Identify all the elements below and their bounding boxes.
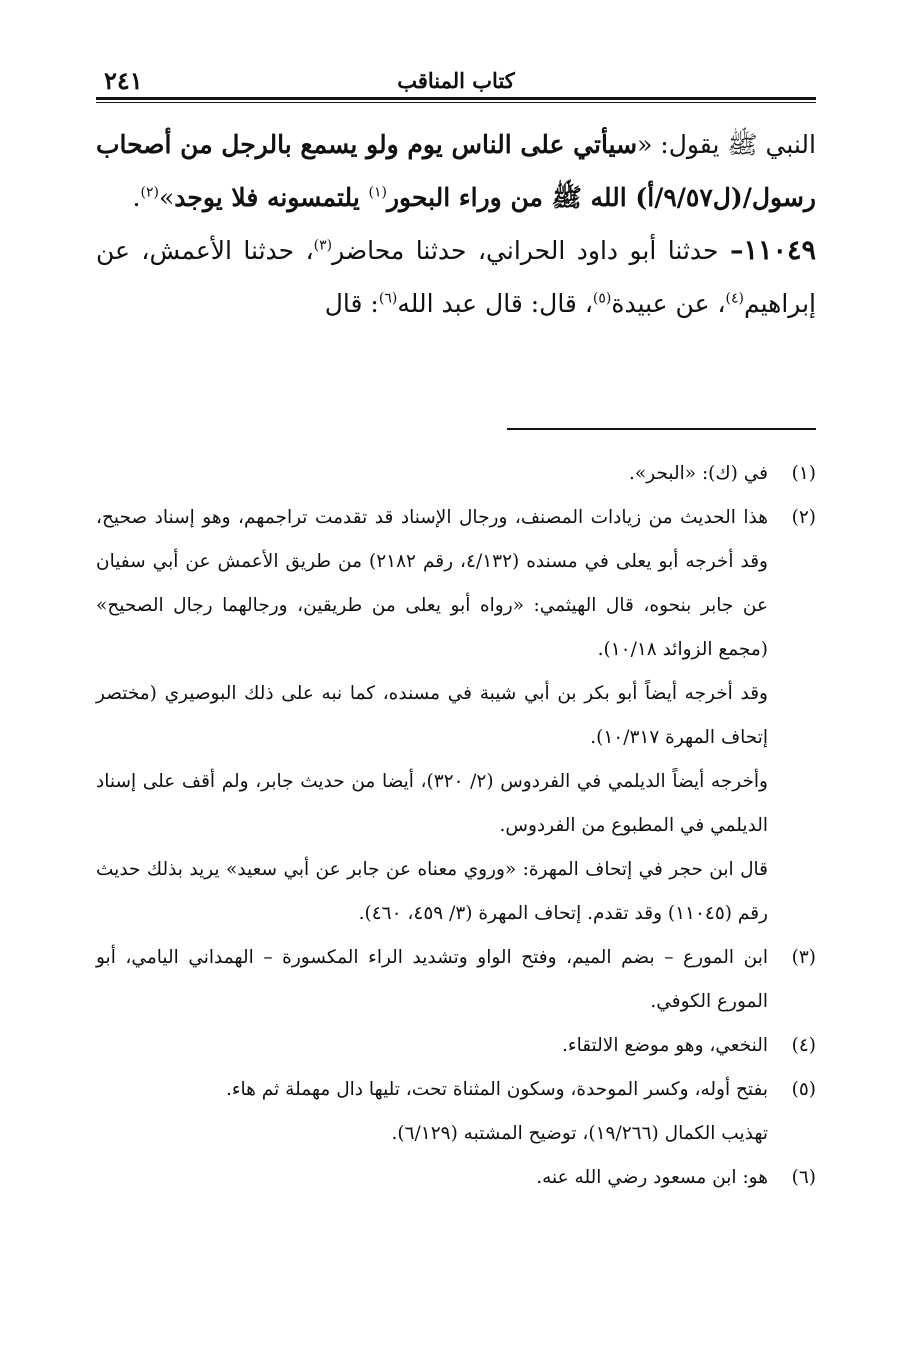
isnad-text: حدثنا أبو داود الحراني، حدثنا محاضر (332, 236, 730, 265)
isnad-text: ، حدثنا الأعمش، عن إبراهيم (96, 236, 816, 318)
footnote-2 (96, 496, 816, 672)
hadith-11049 (96, 224, 816, 330)
footnote-number: (٤) (791, 1035, 816, 1056)
footnote-5 (96, 1068, 816, 1112)
running-header (96, 66, 816, 94)
header-rule-thick (96, 97, 816, 100)
footnote-2-paragraph: وأخرجه أيضاً الديلمي في الفردوس (٢/ ٣٢٠)، أيضا من حديث جابر، ولم أقف على إسناد الديلمي في المطبوع من الفردوس. (96, 771, 768, 836)
footnote-3 (96, 936, 816, 1024)
text-run: » (158, 183, 175, 212)
footnote-text: هو: ابن مسعود رضي الله عنه. (536, 1167, 768, 1188)
footnote-ref-4[interactable]: (٤) (725, 290, 744, 307)
footnote-ref-6[interactable]: (٦) (378, 290, 398, 307)
footnote-number: (٢) (791, 507, 816, 528)
footnote-text: بفتح أوله، وكسر الموحدة، وسكون المثناة تحت، تليها دال مهملة ثم هاء. (225, 1079, 768, 1100)
footnote-number: (٥) (791, 1079, 816, 1100)
footnote-number: (٦) (791, 1167, 816, 1188)
footnote-2-paragraph: قال ابن حجر في إتحاف المهرة: «وروي معناه عن جابر عن أبي سعيد» يريد بذلك حديث رقم (١١٠٤٥) وقد تقدم. إتحاف المهرة (٣/ ٤٥٩، ٤٦٠). (96, 859, 768, 924)
footnote-separator (507, 428, 816, 430)
footnote-6 (96, 1156, 816, 1200)
footnote-ref-3[interactable]: (٣) (313, 237, 333, 254)
page-number: ٢٤١ (104, 66, 143, 95)
hadith-number: ١١٠٤٩– (729, 235, 816, 266)
isnad-text: ، قال: قال عبد الله (397, 289, 593, 318)
footnote-text: النخعي، وهو موضع الالتقاء. (561, 1035, 768, 1056)
footnote-text: ابن المورع – بضم الميم، وفتح الواو وتشديد الراء المكسورة – الهمداني اليامي، أبو المورع الكوفي. (96, 947, 768, 1012)
footnote-ref-5[interactable]: (٥) (592, 290, 612, 307)
footnote-ref-1[interactable]: (١) (368, 184, 387, 201)
footnote-1 (96, 452, 816, 496)
footnote-4 (96, 1024, 816, 1068)
isnad-text: ، عن عبيدة (611, 289, 726, 318)
footnote-number: (٣) (791, 947, 816, 968)
hadith-continuation (96, 118, 816, 224)
book-title: كتاب المناقب (397, 68, 515, 93)
header-rule-thin (96, 102, 816, 103)
hadith-matn: سيأتي على الناس يوم ولو يسمع بالرجل من أصحاب رسول/(ل٩/٥٧/أ) الله ﷺ من وراء البحور (96, 130, 816, 212)
footnote-2-paragraph: وقد أخرجه أيضاً أبو بكر بن أبي شيبة في مسنده، كما نبه على ذلك البوصيري (مختصر إتحاف المهرة ١٠/٣١٧). (96, 683, 768, 748)
isnad-text: : قال (324, 289, 379, 318)
footnote-text: في (ك): «البحر». (629, 463, 768, 484)
main-text (96, 118, 816, 330)
text-run: . (132, 183, 141, 212)
footnotes (96, 452, 816, 1200)
hadith-matn-end: يلتمسونه فلا يوجد (174, 183, 369, 212)
text-run: النبي ﷺ يقول: « (637, 130, 816, 159)
footnote-ref-2[interactable]: (٢) (140, 184, 159, 201)
footnote-number: (١) (791, 463, 816, 484)
footnote-5-paragraph: تهذيب الكمال (١٩/٢٦٦)، توضيح المشتبه (٦/١٢٩). (391, 1123, 768, 1144)
footnote-text: هذا الحديث من زيادات المصنف، ورجال الإسناد قد تقدمت تراجمهم، وهو إسناد صحيح، وقد أخرجه أبو يعلى في مسنده (٤/١٣٢، رقم ٢١٨٢) من طريق الأعمش عن أبي سفيان عن جابر بنحوه، قال الهيثمي: «رواه أبو يعلى من طريقين، ورجالهما رجال الصحيح» (مجمع الزوائد ١٠/١٨). (96, 507, 768, 660)
